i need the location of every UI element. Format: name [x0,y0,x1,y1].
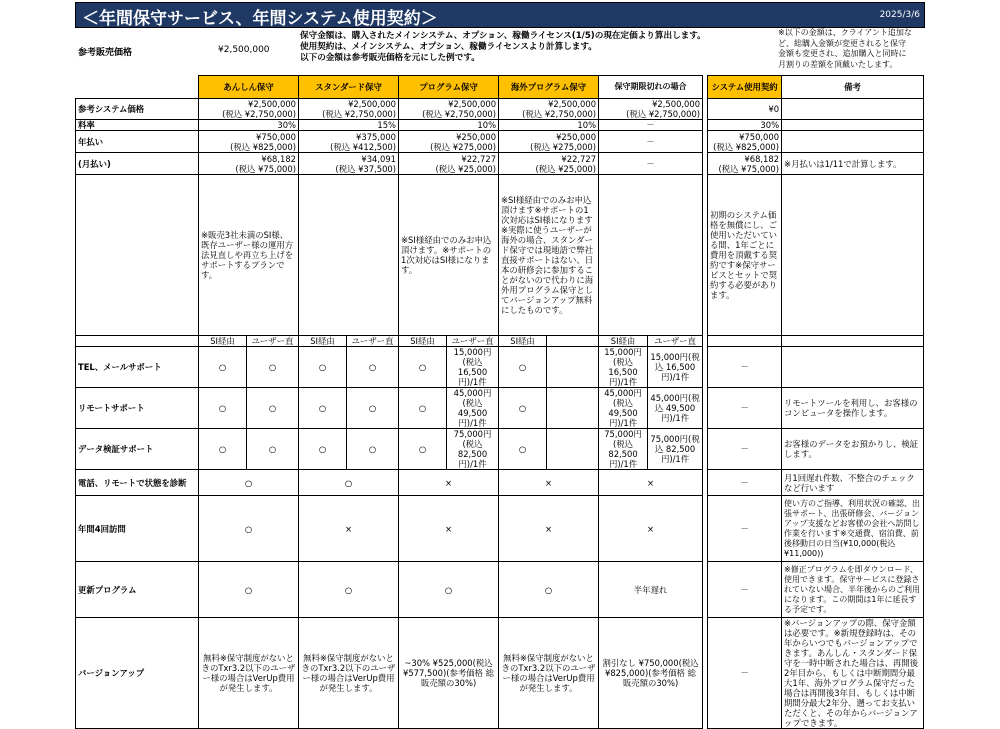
right-note-line: 金額も変更され、追加購入と同時に [778,49,907,58]
row-label: 参考システム価格 [76,99,199,120]
row-label: TEL、メールサポート [76,347,199,388]
col-remarks: 備考 [782,76,924,99]
monthly-cell: ¥22,727 (税込 ¥25,000) [499,153,599,175]
mark-cell: ○ [347,347,399,388]
mark-cell: × [399,470,499,496]
monthly-cell: ¥68,182 (税込 ¥75,000) [708,153,782,175]
header-note: 保守金額は、購入されたメインシステム、オプション、稼働ライセンス(1/5)の現在定価より算出します。 [300,31,706,41]
via-user: ユーザー直 [648,336,703,347]
remark-cell [782,99,924,120]
via-user: ユーザー直 [347,336,399,347]
description-row [76,175,924,336]
desc-standard [299,175,399,336]
via-si: SI経由 [199,336,247,347]
rate-cell: 10% [499,120,599,131]
row-label: リモートサポート [76,388,199,429]
column-header-row [76,76,924,99]
annual-cell: ¥375,000 (税込 ¥412,500) [299,131,399,153]
rate-cell: 10% [399,120,499,131]
header-notes [300,31,770,64]
mark-cell: ○ [499,388,547,429]
row-label: バージョンアップ [76,618,199,729]
header-note: 以下の金額は参考販売価格を元にした例です。 [300,53,480,63]
remark-cell: ※修正プログラムを即ダウンロード、使用できます。保守サービスに登録されていない場合、半年後からのご利用になります。この期間は1年に延長する予定です。 [782,562,924,618]
table-row [76,153,924,175]
mark-cell: ○ [247,429,299,470]
vup-cell: 無料※保守制度がないときのTxr3.2以下のユーザー様の場合はVerUp費用が発生します。 [499,618,599,729]
fee-cell: 15,000円(税込 16,500円)/1件 [447,347,499,388]
system-cell: － [708,347,782,388]
mark-cell: ○ [199,347,247,388]
right-note-line: 月割りの差額を頂戴いたします。 [778,59,898,69]
remark-cell [782,347,924,388]
ref-price-label: 参考販売価格 [78,48,133,58]
table-row [76,562,924,618]
desc-program: ※SI様経由でのみお申込頂けます。※サポートの1次対応はSI様になります。 [399,175,499,336]
row-label: (月払い) [76,153,199,175]
mark-cell: ○ [299,470,399,496]
desc-anshin: ※販売3社未満のSI様、既存ユーザー様の運用方法見直しや再立ち上げをサポートするプランです。 [199,175,299,336]
mark-cell: ○ [199,429,247,470]
price-cell: ¥2,500,000 (税込 ¥2,750,000) [399,99,499,120]
col-program: プログラム保守 [399,76,499,99]
mark-cell [547,388,599,429]
rate-cell: － [599,120,703,131]
fee-cell: 75,000円(税込 82,500円)/1件 [648,429,703,470]
system-cell: － [708,562,782,618]
col-expired: 保守期限切れの場合 [599,76,703,99]
rate-cell: 30% [199,120,299,131]
mark-cell: ○ [399,429,447,470]
mark-cell: × [499,470,599,496]
title-bar [75,2,925,28]
right-note-line: ど、総購入金額が変更されると保守 [778,38,906,48]
mark-cell: × [399,496,499,562]
fee-cell: 45,000円(税込 49,500円)/1件 [648,388,703,429]
fee-cell: 45,000円(税込 49,500円)/1件 [599,388,648,429]
vup-cell: 割引なし ¥750,000(税込 ¥825,000)(参考価格 総販売額の30%) [599,618,703,729]
via-row [76,336,924,347]
header-right-note [778,28,923,70]
mark-cell: ○ [199,470,299,496]
table-row [76,470,924,496]
document-date: 2025/3/6 [879,10,920,20]
mark-cell [547,347,599,388]
mark-cell: 半年遅れ [599,562,703,618]
annual-cell: ¥750,000 (税込 ¥825,000) [199,131,299,153]
system-cell: － [708,496,782,562]
system-cell: － [708,388,782,429]
mark-cell: ○ [347,429,399,470]
header-note: 使用契約は、メインシステム、オプション、稼働ライセンスより計算します。 [300,42,597,52]
fee-cell: 45,000円(税込 49,500円)/1件 [447,388,499,429]
remark-cell: お客様のデータをお預かりし、検証します。 [782,429,924,470]
mark-cell: ○ [299,562,399,618]
mark-cell: ○ [299,429,347,470]
mark-cell: ○ [347,388,399,429]
remark-cell: ※月払いは1/11で計算します。 [782,153,924,175]
via-si: SI経由 [399,336,447,347]
mark-cell: ○ [499,429,547,470]
mark-cell: ○ [399,388,447,429]
mark-cell: ○ [499,562,599,618]
mark-cell: × [499,496,599,562]
row-label: データ検証サポート [76,429,199,470]
mark-cell: ○ [399,562,499,618]
vup-cell: 無料※保守制度がないときのTxr3.2以下のユーザー様の場合はVerUp費用が発生します。 [199,618,299,729]
table-row [76,347,924,388]
remark-cell: ※バージョンアップの際、保守金額は必要です。※新規登録時は、その年からいつでもバージョンアップできます。あんしん・スタンダード保守を一時中断された場合は、再開後2年目から、もしくは中断期間分最大1年、海外プログラム保守だった場合は再開後3年目、もしくは中断期間分最大2年分、遡ってお支払いただくと、その年からバージョンアップできます。 [782,618,924,729]
row-label: 料率 [76,120,199,131]
vup-cell: 無料※保守制度がないときのTxr3.2以下のユーザー様の場合はVerUp費用が発生します。 [299,618,399,729]
fee-cell: 15,000円(税込 16,500円)/1件 [648,347,703,388]
annual-cell: ¥250,000 (税込 ¥275,000) [499,131,599,153]
remark-cell [782,131,924,153]
mark-cell: × [599,470,703,496]
price-cell: ¥2,500,000 (税込 ¥2,750,000) [199,99,299,120]
system-cell: － [708,618,782,729]
system-cell: － [708,470,782,496]
price-cell: ¥2,500,000 (税込 ¥2,750,000) [299,99,399,120]
desc-overseas: ※SI様経由でのみお申込頂けます※サポートの1次対応はSI様になります※実際に使うユーザーが海外の場合、スタンダード保守では現地語で弊社直接サポートはない、日本の研修会に参加することがないので代わりに海外用プログラム保守としてバージョンアップ無料にしたものです。 [499,175,599,336]
table-row [76,388,924,429]
table-row [76,429,924,470]
remark-cell [782,120,924,131]
mark-cell: ○ [399,347,447,388]
monthly-cell: ¥68,182 (税込 ¥75,000) [199,153,299,175]
right-note-line: ※以下の金額は、クライアント追加な [778,28,912,37]
row-label: 更新プログラム [76,562,199,618]
row-label: 電話、リモートで状態を診断 [76,470,199,496]
desc-system: 初期のシステム価格を無償にし、ご使用いただいている間、1年ごとに費用を頂戴する契約です※保守サービスとセットで契約する必要があります。 [708,175,782,336]
remark-cell: リモートツールを利用し、お客様のコンピュータを操作します。 [782,388,924,429]
system-cell: － [708,429,782,470]
monthly-cell: － [599,153,703,175]
via-user: ユーザー直 [447,336,499,347]
via-si: SI経由 [499,336,547,347]
annual-cell: ¥750,000 (税込 ¥825,000) [708,131,782,153]
monthly-cell: ¥22,727 (税込 ¥25,000) [399,153,499,175]
mark-cell: ○ [199,388,247,429]
row-label: 年間4回訪問 [76,496,199,562]
fee-cell: 75,000円(税込 82,500円)/1件 [599,429,648,470]
mark-cell: × [299,496,399,562]
fee-cell: 75,000円(税込 82,500円)/1件 [447,429,499,470]
via-si: SI経由 [299,336,347,347]
row-label: 年払い [76,131,199,153]
vup-cell: ~30% ¥525,000(税込 ¥577,500)(参考価格 総販売額の30%) [399,618,499,729]
annual-cell: ¥250,000 (税込 ¥275,000) [399,131,499,153]
table-row [76,99,924,120]
remark-cell: 使い方のご指導、利用状況の確認、出張サポート、出張研修会、バージョンアップ支援などお客様の会社へ訪問し作業を行います※交通費、宿泊費、前後移動日の日当(¥10,000(税込 ¥11,000)) [782,496,924,562]
mark-cell: ○ [247,388,299,429]
mark-cell: ○ [299,347,347,388]
mark-cell [547,429,599,470]
annual-cell: － [599,131,703,153]
monthly-cell: ¥34,091 (税込 ¥37,500) [299,153,399,175]
via-user: ユーザー直 [247,336,299,347]
page-title: ＜年間保守サービス、年間システム使用契約＞ [82,9,438,29]
col-overseas: 海外プログラム保守 [499,76,599,99]
table-row [76,618,924,729]
mark-cell: ○ [199,496,299,562]
price-cell: ¥2,500,000 (税込 ¥2,750,000) [499,99,599,120]
fee-cell: 15,000円(税込 16,500円)/1件 [599,347,648,388]
table-row [76,496,924,562]
table-row [76,131,924,153]
mark-cell: ○ [247,347,299,388]
price-cell: ¥2,500,000 (税込 ¥2,750,000) [599,99,703,120]
col-standard: スタンダード保守 [299,76,399,99]
ref-price-value: ¥2,500,000 [218,45,270,55]
table-row [76,120,924,131]
col-system: システム使用契約 [708,76,782,99]
remark-cell: 月1回遅れ件数、不整合のチェックなど行います [782,470,924,496]
mark-cell: ○ [199,562,299,618]
maintenance-table [75,75,924,729]
mark-cell: × [599,496,703,562]
price-cell: ¥0 [708,99,782,120]
mark-cell: ○ [499,347,547,388]
rate-cell: 15% [299,120,399,131]
col-anshin: あんしん保守 [199,76,299,99]
rate-cell: 30% [708,120,782,131]
via-si: SI経由 [599,336,648,347]
mark-cell: ○ [299,388,347,429]
